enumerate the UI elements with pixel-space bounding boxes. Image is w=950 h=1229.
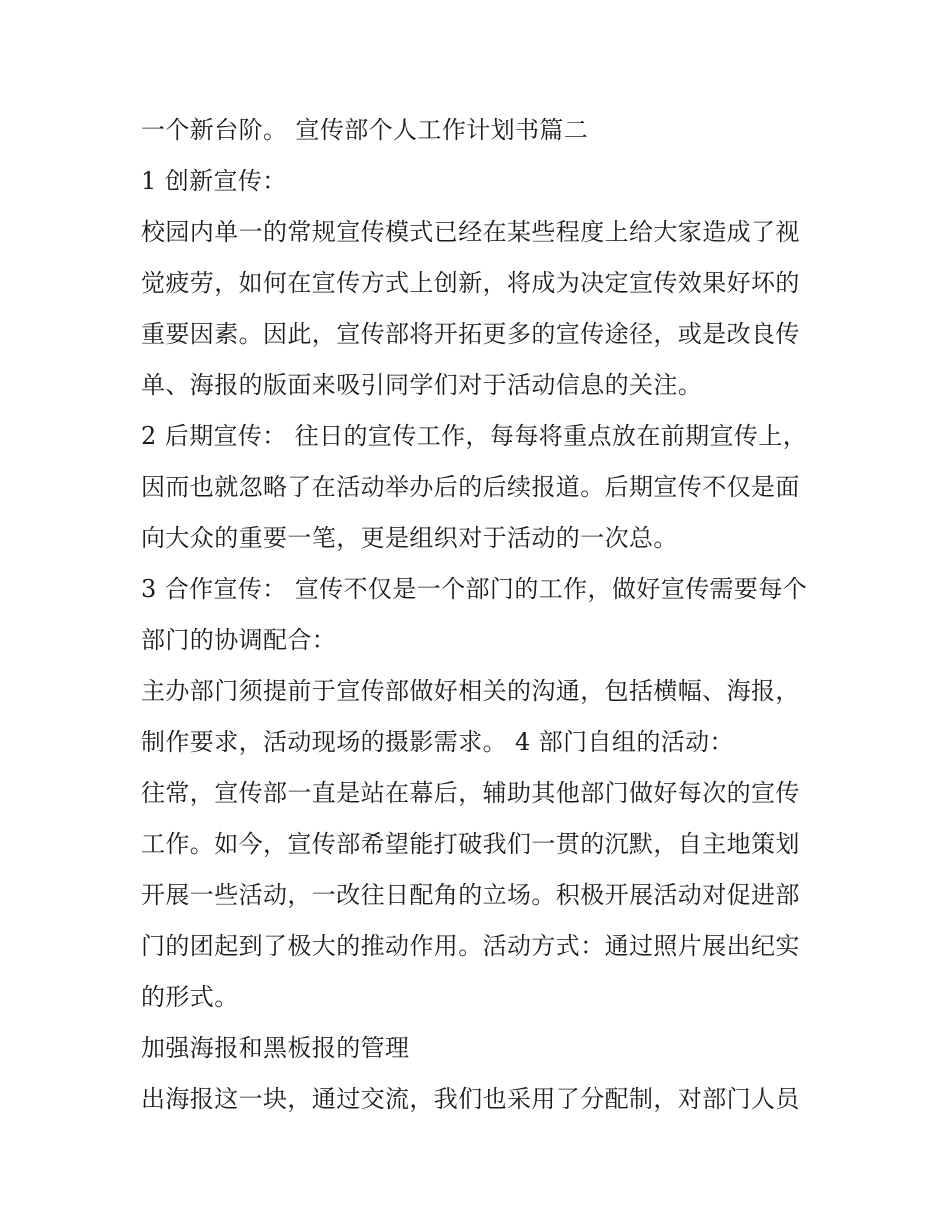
- text-line: 觉疲劳，如何在宣传方式上创新，将成为决定宣传效果好坏的: [141, 269, 800, 297]
- text-line: 重要因素。因此，宣传部将开拓更多的宣传途径，或是改良传: [141, 320, 800, 348]
- text-line: 1 创新宣传：: [141, 167, 287, 195]
- text-line: 往常，宣传部一直是站在幕后，辅助其他部门做好每次的宣传: [141, 779, 800, 807]
- text-line: 制作要求，活动现场的摄影需求。 4 部门自组的活动：: [141, 728, 734, 756]
- text-line: 的形式。: [141, 983, 239, 1011]
- text-line: 门的团起到了极大的推动作用。活动方式：通过照片展出纪实: [141, 932, 800, 960]
- text-line: 校园内单一的常规宣传模式已经在某些程度上给大家造成了视: [141, 218, 800, 246]
- text-line: 单、海报的版面来吸引同学们对于活动信息的关注。: [141, 371, 703, 399]
- text-line: 开展一些活动，一改往日配角的立场。积极开展活动对促进部: [141, 881, 800, 909]
- text-line: 2 后期宣传： 往日的宣传工作，每每将重点放在前期宣传上，: [141, 422, 808, 450]
- text-line: 部门的协调配合：: [141, 626, 337, 654]
- document-body: [141, 105, 821, 1125]
- text-line: 加强海报和黑板报的管理: [141, 1034, 410, 1062]
- text-line: 出海报这一块，通过交流，我们也采用了分配制，对部门人员: [141, 1085, 800, 1113]
- text-line: 因而也就忽略了在活动举办后的后续报道。后期宣传不仅是面: [141, 473, 800, 501]
- text-line: 一个新台阶。 宣传部个人工作计划书篇二: [141, 116, 589, 144]
- text-line: 向大众的重要一笔，更是组织对于活动的一次总。: [141, 524, 678, 552]
- text-line: 3 合作宣传： 宣传不仅是一个部门的工作，做好宣传需要每个: [141, 575, 808, 603]
- text-line: 主办部门须提前于宣传部做好相关的沟通，包括横幅、海报，: [141, 677, 800, 705]
- text-line: 工作。如今，宣传部希望能打破我们一贯的沉默，自主地策划: [141, 830, 800, 858]
